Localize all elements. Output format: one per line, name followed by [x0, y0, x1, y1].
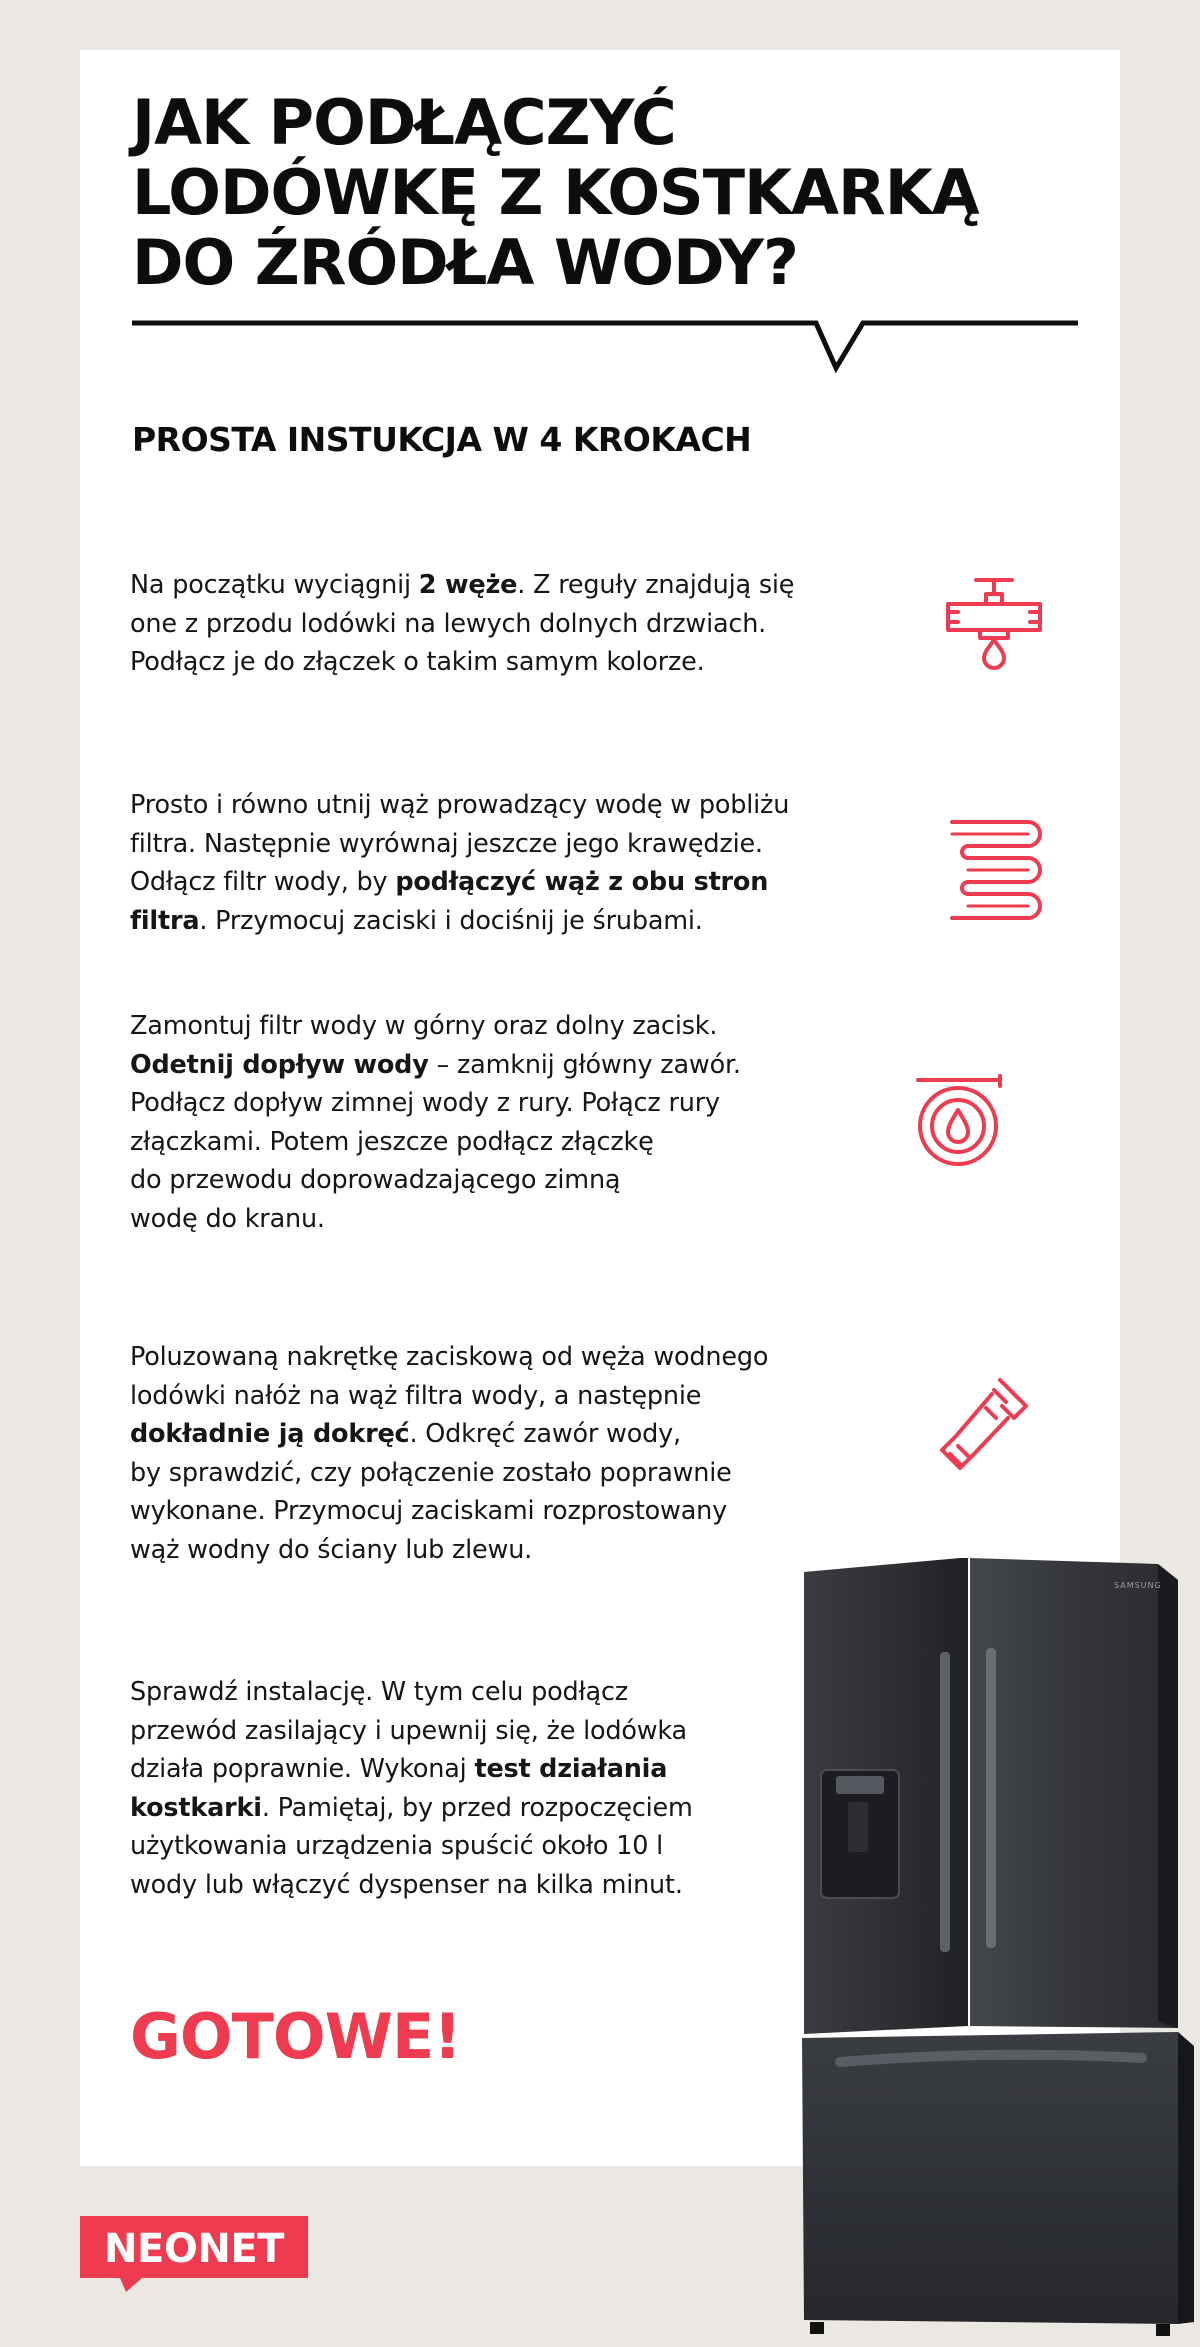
fridge-brand-label: SAMSUNG: [1114, 1581, 1162, 1590]
bold-phrase: Odetnij dopływ wody: [130, 1049, 429, 1080]
step-1-text: [130, 566, 910, 682]
bold-phrase: filtra: [130, 905, 200, 936]
step-line: do przewodu doprowadzającego zimną: [130, 1165, 621, 1195]
step-line: Odetnij dopływ wody – zamknij główny zawór.: [130, 1049, 741, 1080]
bold-phrase: 2 węże: [418, 570, 518, 600]
step-line: Poluzowaną nakrętkę zaciskową od węża wodnego: [130, 1342, 769, 1372]
step-line: Na początku wyciągnij 2 węże. Z reguły znajdują się: [130, 570, 795, 600]
step-line: Podłącz je do złączek o takim samym kolorze.: [130, 647, 705, 677]
step-line: Prosto i równo utnij wąż prowadzący wodę w pobliżu: [130, 790, 790, 820]
neonet-logo: [80, 2216, 308, 2292]
step-line: Sprawdź instalację. W tym celu podłącz: [130, 1677, 628, 1707]
step-line: one z przodu lodówki na lewych dolnych drzwiach.: [130, 608, 767, 639]
fridge-image: [790, 1552, 1200, 2342]
step-line: kostkarki. Pamiętaj, by przed rozpoczęciem: [130, 1792, 693, 1823]
step-4-text: [130, 1338, 910, 1569]
title-line-1: JAK PODŁĄCZYĆ: [132, 86, 676, 159]
bold-phrase: kostkarki: [130, 1792, 262, 1823]
step-line: filtra. Następnie wyrównaj jeszcze jego krawędzie.: [130, 828, 763, 859]
water-filter-icon: [914, 1072, 1014, 1172]
coiled-hose-icon: [946, 816, 1046, 916]
step-line: użytkowania urządzenia spuścić około 10 l: [130, 1831, 664, 1861]
bold-phrase: dokładnie ją dokręć: [130, 1419, 410, 1449]
title-line-3: DO ŹRÓDŁA WODY?: [132, 226, 798, 299]
step-line: wąż wodny do ściany lub zlewu.: [130, 1534, 533, 1565]
step-line: wody lub włączyć dyspenser na kilka minut.: [130, 1869, 683, 1900]
step-line: złączkami. Potem jeszcze podłącz złączkę: [130, 1126, 654, 1157]
step-2-text: [130, 786, 910, 940]
step-line: lodówki nałóż na wąż filtra wody, a następnie: [130, 1380, 702, 1411]
bold-phrase: podłączyć wąż z obu stron: [395, 867, 769, 897]
step-line: działa poprawnie. Wykonaj test działania: [130, 1754, 668, 1784]
step-line: Odłącz filtr wody, by podłączyć wąż z obu stron: [130, 867, 769, 897]
pipe-wrench-icon: [936, 1374, 1036, 1474]
step-line: Zamontuj filtr wody w górny oraz dolny zacisk.: [130, 1011, 718, 1041]
step-line: przewód zasilający i upewnij się, że lodówka: [130, 1715, 687, 1746]
step-3-text: [130, 1007, 910, 1238]
done-label: GOTOWE!: [130, 2000, 461, 2073]
speech-bubble-underline: [132, 312, 1078, 374]
step-line: filtra. Przymocuj zaciski i dociśnij je śrubami.: [130, 905, 703, 936]
page-title: [132, 88, 1092, 298]
title-line-2: LODÓWKĘ Z KOSTKARKĄ: [132, 156, 979, 229]
step-line: by sprawdzić, czy połączenie zostało poprawnie: [130, 1457, 732, 1488]
bold-phrase: test działania: [474, 1754, 668, 1784]
logo-text: NEONET: [104, 2226, 284, 2272]
step-line: dokładnie ją dokręć. Odkręć zawór wody,: [130, 1419, 681, 1449]
faucet-icon: [944, 574, 1044, 674]
step-line: wodę do kranu.: [130, 1203, 325, 1234]
step-line: wykonane. Przymocuj zaciskami rozprostowany: [130, 1496, 727, 1526]
step-line: Podłącz dopływ zimnej wody z rury. Połącz rury: [130, 1088, 720, 1118]
instructions-subtitle: PROSTA INSTUKCJA W 4 KROKACH: [132, 420, 752, 459]
